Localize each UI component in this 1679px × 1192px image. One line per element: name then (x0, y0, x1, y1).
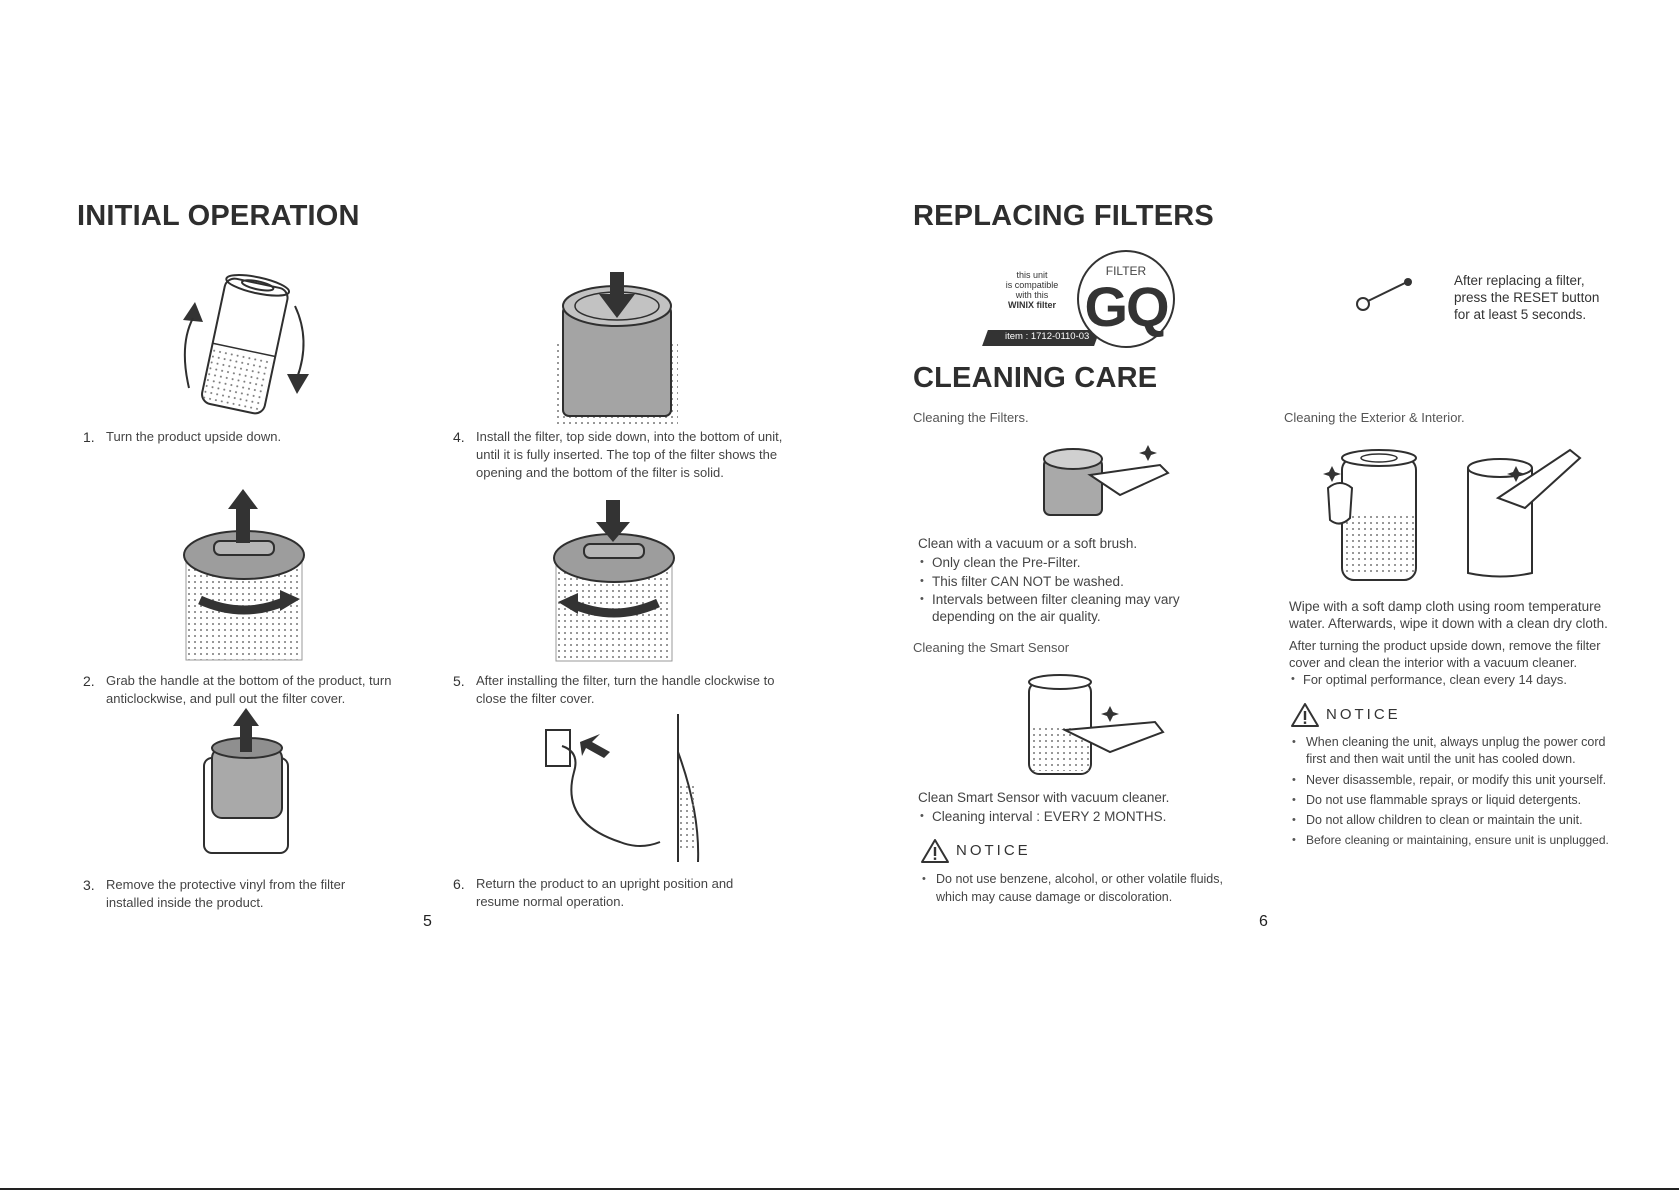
notice-bullet: • Do not use benzene, alcohol, or other volatile fluids, which may cause damage or discoloration. (920, 870, 1240, 906)
filters-heading: Cleaning the Filters. (913, 410, 1029, 425)
step-number: 1. (83, 429, 95, 445)
reset-note (1454, 272, 1599, 323)
exterior-bullet: • For optimal performance, clean every 14 days. (1289, 671, 1619, 688)
page-title-replacing-filters: REPLACING FILTERS (913, 200, 1214, 232)
step-4 (453, 428, 793, 488)
step-text: Grab the handle at the bottom of the product, turn anticlockwise, and pull out the filter cover. (106, 673, 392, 706)
warning-icon (920, 838, 950, 864)
step-6 (453, 875, 793, 915)
notice-bullet: • Before cleaning or maintaining, ensure unit is unplugged. (1290, 831, 1625, 849)
reset-note-line: press the RESET button (1454, 290, 1600, 305)
notice-1-list (920, 870, 1240, 906)
filters-intro: Clean with a vacuum or a soft brush. (918, 536, 1138, 551)
illustration-turn-upside-down (165, 270, 325, 420)
illustration-remove-vinyl (200, 718, 295, 858)
filter-compatibility-label (985, 250, 1175, 350)
step-number: 4. (453, 429, 465, 445)
filters-bullet: • This filter CAN NOT be washed. (918, 572, 1238, 591)
notice-bullet: • Never disassemble, repair, or modify this unit yourself. (1290, 771, 1625, 789)
filter-word: FILTER (1105, 264, 1147, 278)
illustration-install-filter (555, 270, 680, 425)
notice-bullet: • When cleaning the unit, always unplug the power cord first and then wait until the unit has cooled down. (1290, 734, 1625, 768)
filter-code-badge (1077, 250, 1175, 348)
step-number: 2. (83, 673, 95, 689)
label-line: is compatible (1005, 280, 1059, 290)
notice-bullet: • Do not use flammable sprays or liquid detergents. (1290, 791, 1625, 809)
step-3 (83, 876, 413, 916)
sensor-bullet: • Cleaning interval : EVERY 2 MONTHS. (918, 807, 1238, 826)
step-1 (83, 428, 413, 448)
page-number-left: 5 (423, 913, 432, 930)
filters-instructions (918, 534, 1238, 625)
step-text: Return the product to an upright position and resume normal operation. (476, 876, 734, 909)
label-line: WINIX filter (1007, 300, 1056, 310)
notice-title: NOTICE (956, 842, 1031, 859)
sensor-instructions (918, 788, 1238, 826)
step-number: 3. (83, 877, 95, 893)
reset-note-line: After replacing a filter, (1454, 273, 1585, 288)
filters-bullet: • Only clean the Pre-Filter. (918, 553, 1238, 572)
filter-code: GQ (1084, 275, 1168, 338)
illustration-vacuum-sensor (1025, 672, 1170, 777)
exterior-para-1: Wipe with a soft damp cloth using room temperature water. Afterwards, wipe it down with a clean dry cloth. (1289, 599, 1608, 631)
step-text: Remove the protective vinyl from the filter installed inside the product. (106, 877, 346, 910)
sensor-intro: Clean Smart Sensor with vacuum cleaner. (918, 790, 1170, 805)
notice-title: NOTICE (1326, 706, 1401, 723)
bottom-border (0, 1188, 1679, 1190)
illustration-close-filter-cover (550, 498, 680, 663)
step-2 (83, 672, 413, 712)
illustration-vacuum-filter (1040, 445, 1170, 520)
page-title-initial-operation: INITIAL OPERATION (77, 200, 360, 232)
reset-pin-icon (1355, 276, 1415, 312)
exterior-heading: Cleaning the Exterior & Interior. (1284, 410, 1465, 425)
step-text: Turn the product upside down. (106, 429, 282, 444)
step-text: After installing the filter, turn the handle clockwise to close the filter cover. (476, 673, 775, 706)
step-number: 5. (453, 673, 465, 689)
step-text: Install the filter, top side down, into the bottom of unit, until it is fully inserted. The top of the filter shows the opening and the bottom of the filter is solid. (476, 429, 783, 480)
illustration-remove-filter-cover (180, 495, 310, 665)
notice-bullet: • Do not allow children to clean or maintain the unit. (1290, 811, 1625, 829)
label-line: with this (1015, 290, 1049, 300)
sensor-heading: Cleaning the Smart Sensor (913, 640, 1070, 655)
step-number: 6. (453, 876, 465, 892)
exterior-para-2: After turning the product upside down, remove the filter cover and clean the interior with a vacuum cleaner. (1289, 638, 1601, 670)
step-5 (453, 672, 793, 712)
exterior-instructions (1289, 637, 1619, 688)
section-title-cleaning-care: CLEANING CARE (913, 362, 1158, 394)
filter-item-code: item : 1712-0110-03 (1005, 331, 1090, 342)
label-line: this unit (1016, 270, 1048, 280)
illustration-plug-in (540, 712, 700, 867)
notice-2-list (1290, 734, 1625, 849)
filters-bullet: • Intervals between filter cleaning may vary depending on the air quality. (918, 591, 1238, 625)
reset-note-line: for at least 5 seconds. (1454, 307, 1587, 322)
warning-icon (1290, 702, 1320, 728)
illustration-wipe-exterior-interior (1320, 448, 1590, 583)
page-number-right: 6 (1259, 913, 1268, 930)
